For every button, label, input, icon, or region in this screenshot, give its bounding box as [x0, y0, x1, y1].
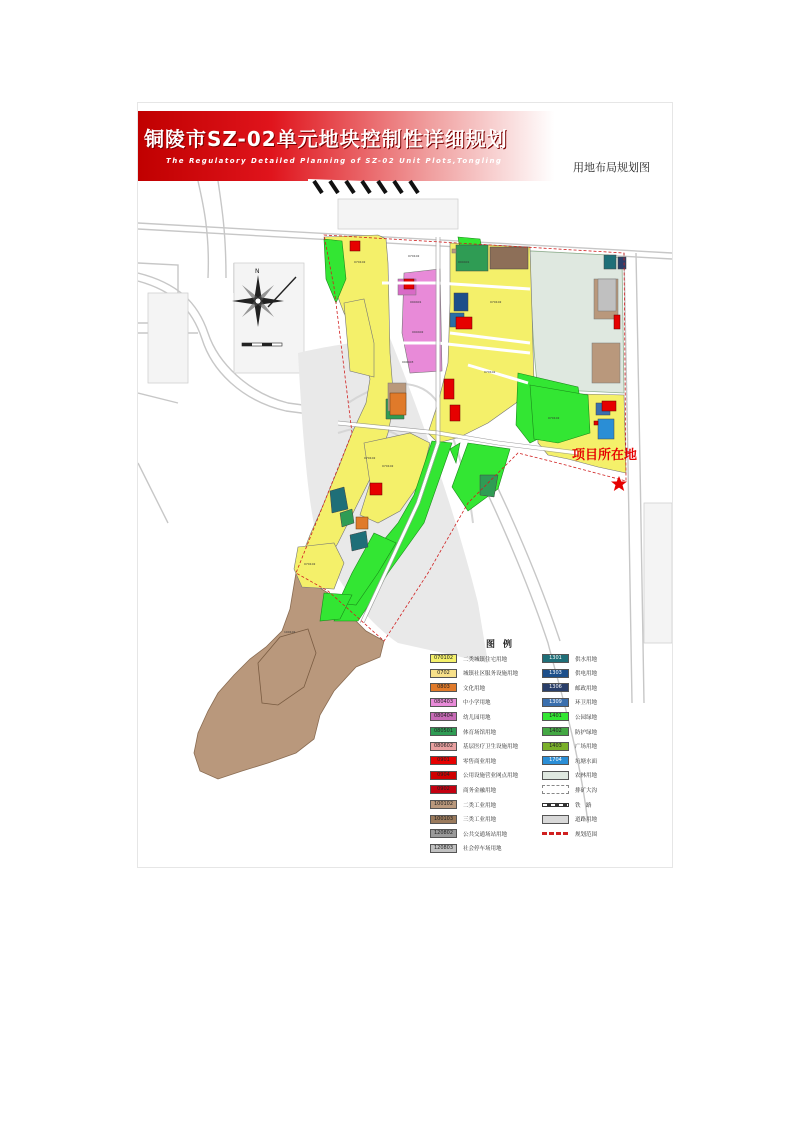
plot-label: 070102 — [304, 562, 316, 566]
legend-swatch: 070102 — [430, 654, 457, 663]
legend-item — [430, 799, 496, 810]
legend-swatch: 080501 — [430, 727, 457, 736]
legend-item — [542, 828, 597, 839]
legend-item — [430, 711, 491, 722]
plot-label: 090401 — [410, 300, 422, 304]
plot-label: 070102 — [364, 456, 376, 460]
legend-item — [430, 828, 507, 839]
legend-item — [430, 697, 491, 708]
legend-label: 供水用地 — [575, 656, 598, 663]
legend-item — [542, 814, 597, 825]
legend-swatch: 1309 — [542, 698, 569, 707]
legend-label: 二类城镇住宅用地 — [463, 656, 508, 663]
legend-swatch: 0902 — [430, 785, 457, 794]
legend-label: 二类工业用地 — [463, 802, 497, 809]
legend-label: 邮政用地 — [575, 685, 598, 692]
legend-label: 中小学用地 — [463, 700, 491, 707]
legend-label: 幼儿园用地 — [463, 714, 491, 721]
legend-label: 社会停车场用地 — [463, 846, 502, 853]
legend-swatch: 1306 — [542, 683, 569, 692]
legend-item — [542, 726, 597, 737]
north-label: N — [255, 268, 260, 275]
legend-swatch: 100102 — [430, 800, 457, 809]
location-label: 项目所在地 — [572, 448, 638, 463]
legend-swatch: 1402 — [542, 727, 569, 736]
legend-item — [542, 799, 592, 810]
legend-label: 文化用地 — [463, 685, 486, 692]
legend-item — [430, 668, 518, 679]
scale-bar — [242, 343, 282, 346]
legend-label: 三类工业用地 — [463, 817, 497, 824]
legend-swatch: 080403 — [430, 698, 457, 707]
legend-item — [430, 814, 496, 825]
legend-swatch — [542, 771, 569, 780]
legend-label: 广场用地 — [575, 744, 598, 751]
plot-label: 100102 — [284, 630, 296, 634]
legend-swatch — [542, 815, 569, 824]
legend-item — [430, 770, 518, 781]
legend-label: 零售商业用地 — [463, 758, 497, 765]
legend-item — [430, 653, 507, 664]
legend-swatch: 1401 — [542, 712, 569, 721]
legend-swatch: 1303 — [542, 669, 569, 678]
legend-swatch: 120803 — [430, 844, 457, 853]
legend-swatch: 080602 — [430, 742, 457, 751]
map-title-english: The Regulatory Detailed Planning of SZ-02 Unit Plots,Tongling — [166, 157, 503, 165]
plot-label: 070102 — [484, 370, 496, 374]
legend-item — [542, 770, 597, 781]
legend-swatch: 0901 — [430, 756, 457, 765]
legend-label: 防护绿地 — [575, 729, 598, 736]
plot-label: 070102 — [382, 464, 394, 468]
plot-label: 090401 — [458, 260, 470, 264]
legend-item — [542, 711, 597, 722]
legend-label: 商务金融用地 — [463, 787, 497, 794]
railway-hatch — [308, 179, 478, 197]
legend-label: 基层医疗卫生设施用地 — [463, 744, 519, 751]
plot-label: 070102 — [548, 416, 560, 420]
legend-item — [430, 843, 502, 854]
legend-label: 环卫用地 — [575, 700, 598, 707]
legend-item — [542, 653, 597, 664]
legend-label: 农林用地 — [575, 773, 598, 780]
legend-item — [542, 668, 597, 679]
legend-swatch: 1301 — [542, 654, 569, 663]
legend-label: 城镇社区服务设施用地 — [463, 671, 519, 678]
legend-label: 道路用地 — [575, 817, 598, 824]
legend-label: 体育场馆用地 — [463, 729, 497, 736]
legend-label: 排矿大沟 — [575, 787, 598, 794]
legend-swatch — [542, 785, 569, 794]
legend-swatch: 1403 — [542, 742, 569, 751]
legend-title: 图例 — [486, 640, 521, 650]
legend-label: 公用设施营业网点用地 — [463, 773, 519, 780]
legend-label: 坑塘水面 — [575, 758, 598, 765]
legend-label: 规划范围 — [575, 831, 598, 838]
legend-item — [430, 741, 518, 752]
map-subtitle: 用地布局规划图 — [573, 161, 650, 174]
map-title: 铜陵市SZ-02单元地块控制性详细规划 — [144, 127, 508, 151]
legend-item — [430, 784, 496, 795]
legend-swatch: 080404 — [430, 712, 457, 721]
plot-label: 070102 — [408, 254, 420, 258]
plot-label: 070102 — [490, 300, 502, 304]
legend-swatch: 1704 — [542, 756, 569, 765]
legend-swatch: 0803 — [430, 683, 457, 692]
grey-plot — [598, 279, 616, 311]
legend-label: 公共交通场站用地 — [463, 831, 508, 838]
legend-item — [542, 682, 597, 693]
legend-swatch — [542, 803, 569, 807]
plot-label: 090403 — [402, 360, 414, 364]
red-star-icon — [611, 476, 627, 491]
legend-label: 铁 路 — [575, 802, 592, 809]
plot-label: 090402 — [412, 330, 424, 334]
legend-item — [430, 755, 496, 766]
legend — [410, 637, 632, 857]
legend-label: 公园绿地 — [575, 714, 598, 721]
legend-item — [430, 726, 496, 737]
legend-swatch: 0702 — [430, 669, 457, 678]
legend-swatch: 100103 — [430, 815, 457, 824]
legend-swatch — [542, 832, 569, 835]
legend-item — [542, 697, 597, 708]
legend-item — [542, 741, 597, 752]
legend-item — [542, 755, 597, 766]
legend-swatch: 120802 — [430, 829, 457, 838]
legend-label: 供电用地 — [575, 671, 598, 678]
legend-swatch: 0904 — [430, 771, 457, 780]
plot-label: 070102 — [354, 260, 366, 264]
legend-item — [542, 784, 597, 795]
map-sheet — [138, 103, 672, 867]
residential-south — [294, 543, 344, 589]
legend-item — [430, 682, 485, 693]
park-east — [530, 385, 590, 443]
